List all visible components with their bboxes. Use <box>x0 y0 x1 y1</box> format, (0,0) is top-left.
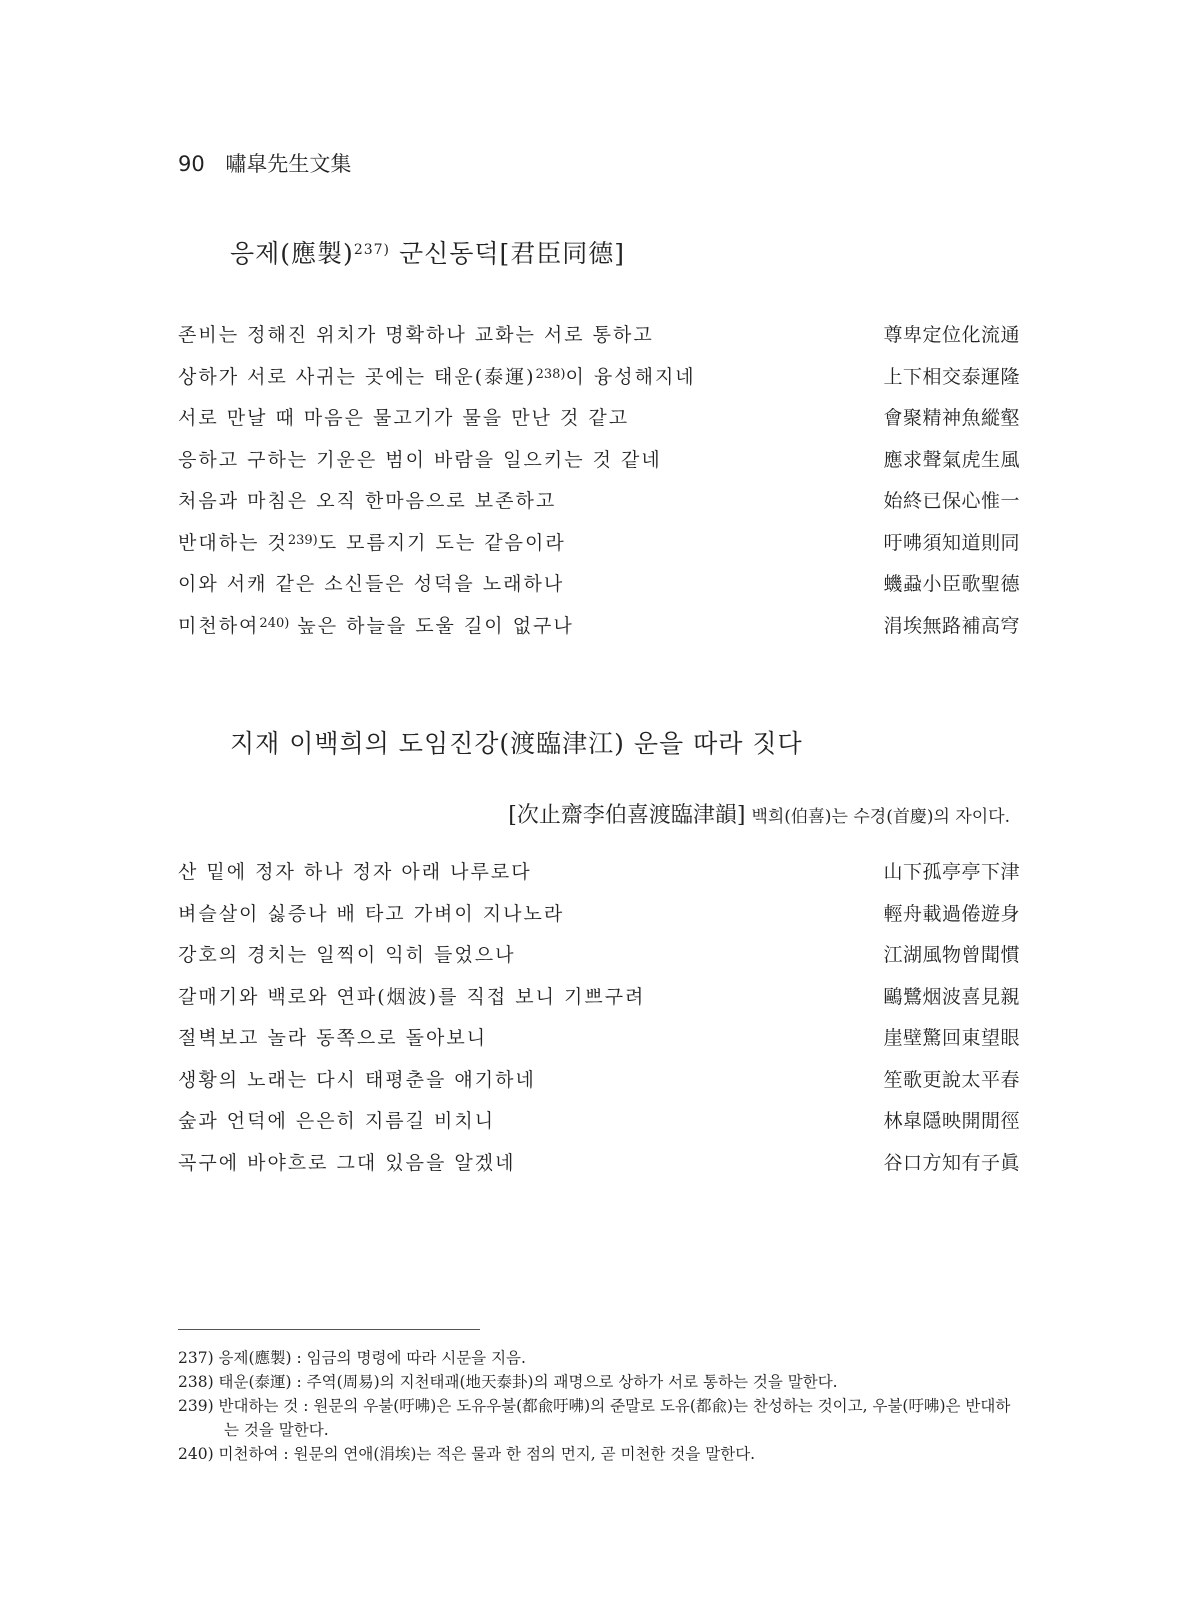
poem-line <box>178 362 1020 404</box>
hanja-line: 始終已保心惟一 <box>883 490 1020 512</box>
korean-line: 서로 만날 때 마음은 물고기가 물을 만난 것 같고 <box>178 407 630 429</box>
korean-line: 강호의 경치는 일찍이 익히 들었으나 <box>178 944 516 966</box>
korean-line: 처음과 마침은 오직 한마음으로 보존하고 <box>178 490 557 512</box>
korean-line: 생황의 노래는 다시 태평춘을 얘기하네 <box>178 1068 536 1091</box>
poem-line <box>178 403 1020 445</box>
hanja-line: 應求聲氣虎生風 <box>883 448 1020 471</box>
hanja-line: 崖壁驚回東望眼 <box>883 1027 1020 1049</box>
book-title: 嘯皐先生文集 <box>225 152 352 176</box>
korean-line: 벼슬살이 싫증나 배 타고 가벼이 지나노라 <box>178 902 565 925</box>
poem-2-title: 지재 이백희의 도임진강(渡臨津江) 운을 따라 짓다 <box>230 729 803 758</box>
poem-line <box>178 940 1020 982</box>
footnotes <box>178 1346 1016 1466</box>
poem-line <box>178 1148 1020 1190</box>
korean-line: 숲과 언덕에 은은히 지름길 비치니 <box>178 1110 496 1132</box>
poem-line <box>178 569 1020 611</box>
poem-line <box>178 899 1020 941</box>
korean-line: 이와 서캐 같은 소신들은 성덕을 노래하나 <box>178 573 565 595</box>
hanja-line: 上下相交泰運隆 <box>883 365 1020 388</box>
poem-line <box>178 857 1020 899</box>
hanja-line: 吁咈須知道則同 <box>883 531 1020 554</box>
korean-line: 갈매기와 백로와 연파(烟波)를 직접 보니 기쁘구려 <box>178 985 646 1008</box>
poem-line <box>178 528 1020 570</box>
korean-line: 미천하여$^{240)}$ 높은 하늘을 도울 길이 없구나 <box>178 614 574 637</box>
hanja-line: 會聚精神魚縱壑 <box>883 407 1020 429</box>
footnote-ref-240: 240) <box>259 615 290 631</box>
footnote-237: 237) 응제(應製) : 임금의 명령에 따라 시문을 지음. <box>178 1349 526 1367</box>
hanja-line: 山下孤亭亭下津 <box>883 861 1020 883</box>
korean-line: 반대하는 것$^{239)}$도 모름지기 도는 같음이라 <box>178 531 566 554</box>
korean-line: 산 밑에 정자 하나 정자 아래 나루로다 <box>178 861 532 883</box>
poem-line <box>178 1023 1020 1065</box>
poem-1-title <box>230 234 625 270</box>
hanja-line: 鷗鷺烟波喜見親 <box>883 985 1020 1008</box>
hanja-line: 輕舟載過倦遊身 <box>883 902 1020 925</box>
korean-line: 존비는 정해진 위치가 명확하나 교화는 서로 통하고 <box>178 324 654 346</box>
footnote-ref-239: 239) <box>287 532 318 548</box>
korean-line: 상하가 서로 사귀는 곳에는 태운(泰運)$^{238)}$이 융성해지네 <box>178 365 696 388</box>
running-header <box>178 148 351 178</box>
hanja-line: 谷口方知有子眞 <box>883 1151 1020 1174</box>
korean-line: 절벽보고 놀라 동쪽으로 돌아보니 <box>178 1027 488 1049</box>
poem-line <box>178 320 1020 362</box>
poem-line <box>178 982 1020 1024</box>
hanja-line: 林皐隱映開閒徑 <box>883 1110 1020 1132</box>
korean-line: 응하고 구하는 기운은 범이 바람을 일으키는 것 같네 <box>178 448 662 471</box>
footnote-240: 240) 미천하여 : 원문의 연애(涓埃)는 적은 물과 한 점의 먼지, 곧 미천한 것을 말한다. <box>178 1445 756 1463</box>
footnote-divider <box>178 1329 480 1330</box>
poem-2 <box>178 857 1020 1189</box>
poem-2-subtitle-hanja: [次止齋李伯喜渡臨津韻] <box>508 803 746 828</box>
poem-line <box>178 486 1020 528</box>
hanja-line: 涓埃無路補高穹 <box>883 614 1020 637</box>
footnote-239: 239) 반대하는 것 : 원문의 우불(吁咈)은 도유우불(都兪吁咈)의 준말로 도유(都兪)는 찬성하는 것이고, 우불(吁咈)은 반대하는 것을 말한다. <box>178 1397 1011 1439</box>
poem-line <box>178 611 1020 653</box>
poem-line <box>178 1065 1020 1107</box>
footnote-ref-238: 238) <box>535 366 566 382</box>
hanja-line: 尊卑定位化流通 <box>883 324 1020 346</box>
footnote-238: 238) 태운(泰運) : 주역(周易)의 지천태괘(地天泰卦)의 괘명으로 상하가 서로 통하는 것을 말한다. <box>178 1373 838 1391</box>
hanja-line: 江湖風物曾聞慣 <box>883 944 1020 966</box>
poem-1-title-text-2: 군신동덕[君臣同德] <box>390 239 626 268</box>
poem-line <box>178 445 1020 487</box>
footnote-ref-237: 237) <box>353 242 390 258</box>
hanja-line: 蟣蝨小臣歌聖德 <box>883 573 1020 595</box>
poem-2-subtitle-note: 백희(伯喜)는 수경(首慶)의 자이다. <box>751 807 1010 827</box>
poem-2-subtitle <box>508 798 1010 829</box>
hanja-line: 笙歌更說太平春 <box>883 1068 1020 1091</box>
poem-1 <box>178 320 1020 652</box>
page-number: 90 <box>178 152 205 176</box>
korean-line: 곡구에 바야흐로 그대 있음을 알겠네 <box>178 1151 516 1174</box>
poem-line <box>178 1106 1020 1148</box>
poem-1-title-text: 응제(應製) <box>230 239 354 268</box>
